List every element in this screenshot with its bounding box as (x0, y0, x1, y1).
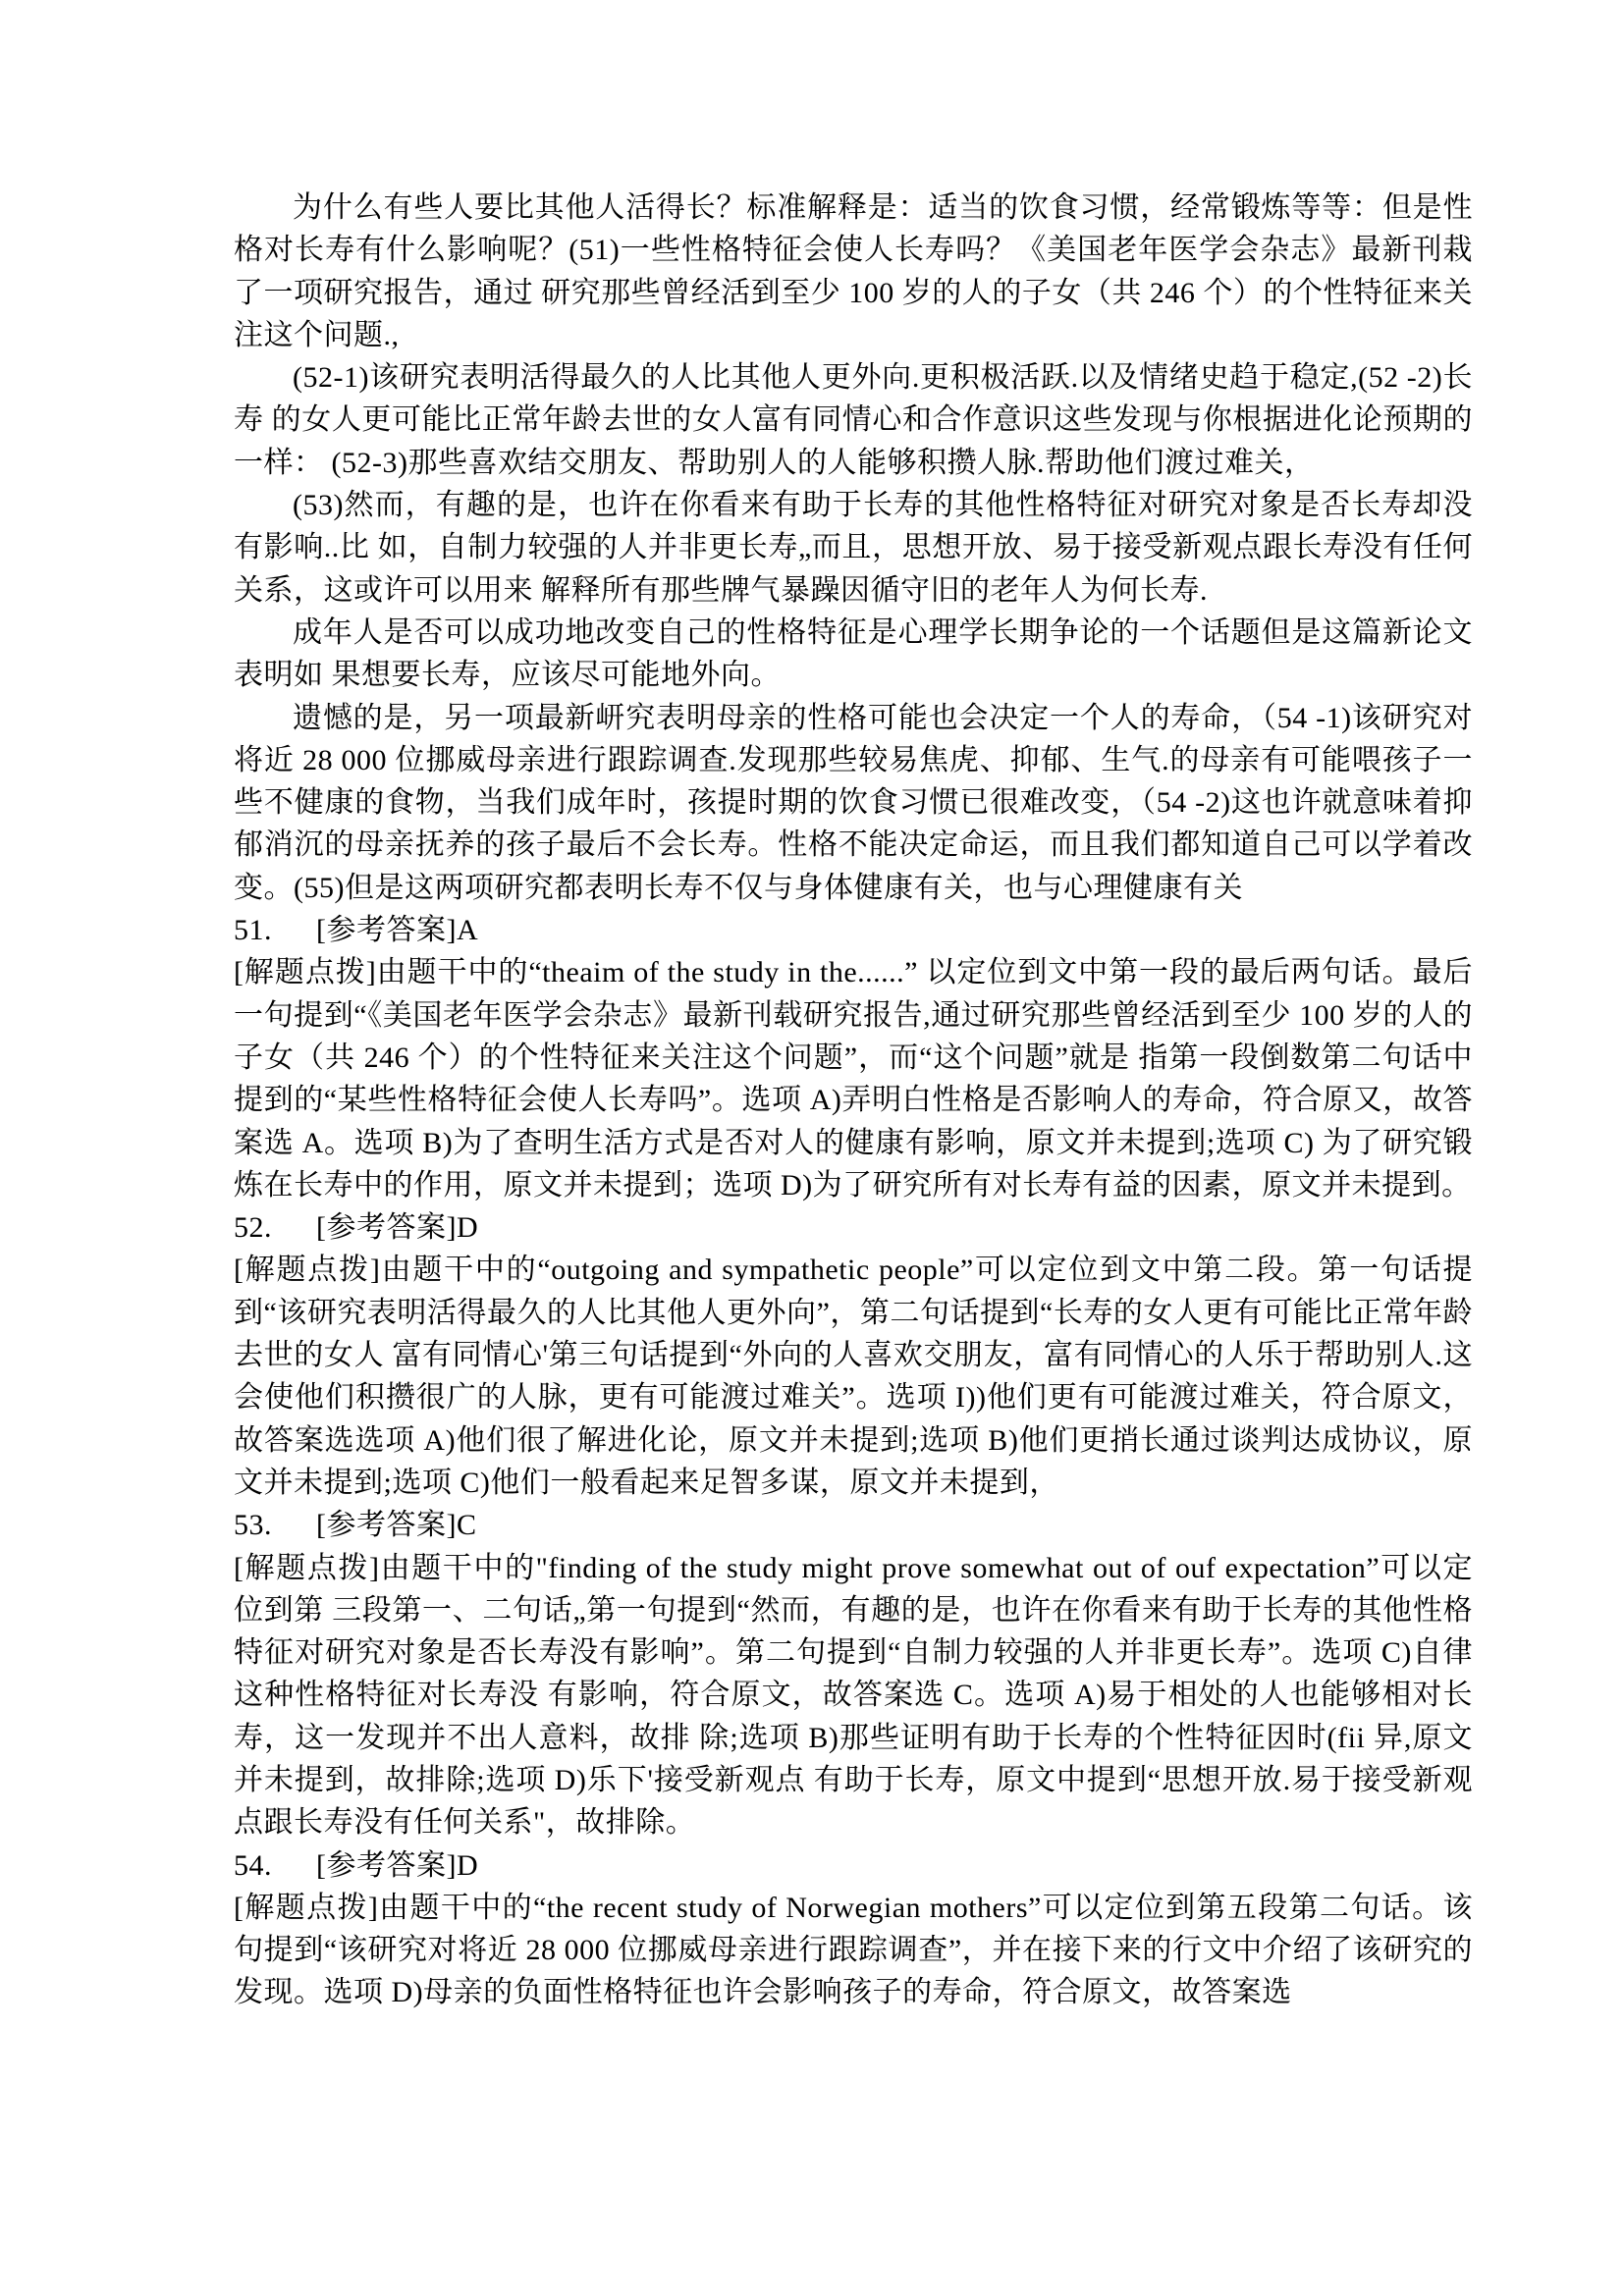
document-body (234, 187, 1473, 2014)
paragraph-52-findings: (52-1)该研究表明活得最久的人比其他人更外向.更积极活跃.以及情绪史趋于稳定,(52 -2)长寿 的女人更可能比正常年龄去世的女人富有同情心和合作意识这些发现与你根据进化论预期的一样： (52-3)那些喜欢结交朋友、帮助别人的人能够积攒人脉.帮助他们渡过难关， (234, 361, 1473, 479)
answer-52-number: 52. (234, 1211, 272, 1245)
answer-54-explanation: [解题点拨]由题干中的“the recent study of Norwegian mothers”可以定位到第五段第二句话。该句提到“该研究对将近 28 000 位挪威母亲进行跟踪调查”，并在接下来的行文中介绍了该研究的发现。选项 D)母亲的负面性格特征也许会影响孩子的寿命，符合原文，故答案选 (234, 1891, 1473, 2009)
answer-51-number: 51. (234, 914, 272, 947)
answer-53-line (234, 1504, 1473, 1546)
answer-52-label: [参考答案]D (316, 1211, 479, 1245)
answer-54-line (234, 1844, 1473, 1887)
answer-52-line (234, 1206, 1473, 1249)
answer-53-label: [参考答案]C (316, 1509, 477, 1542)
answer-54-label: [参考答案]D (316, 1848, 479, 1882)
answer-53-number: 53. (234, 1509, 272, 1542)
answer-54-number: 54. (234, 1848, 272, 1882)
intro-paragraph: 为什么有些人要比其他人活得长？标准解释是：适当的饮食习惯，经常锻炼等等：但是性格对长寿有什么影响呢？(51)一些性格特征会使人长寿吗？《美国老年医学会杂志》最新刊栽了一项研究报告，通过 研究那些曾经活到至少 100 岁的人的子女（共 246 个）的个性特征来关注这个问题., (234, 191, 1473, 351)
paragraph-norwegian-mothers: 遗憾的是，另一项最新岍究表明母亲的性格可能也会决定一个人的寿命，（54 -1)该研究对将近 28 000 位挪威母亲进行跟踪调查.发现那些较易焦虎、抑郁、生气.的母亲有可能喂孩子一些不健康的食物，当我们成年时，孩提时期的饮食习惯已很难改变，（54 -2)这也许就意味着抑郁消沉的母亲抚养的孩子最后不会长寿。性格不能决定命运，而且我们都知道自己可以学着改变。(55)但是这两项研究都表明长寿不仅与身体健康有关，也与心理健康有关 (234, 701, 1473, 904)
answer-51-label: [参考答案]A (316, 914, 479, 947)
paragraph-53-however: (53)然而，有趣的是，也许在你看来有助于长寿的其他性格特征对研究对象是否长寿却没有影响..比 如，自制力较强的人并非更长寿„而且，思想开放、易于接受新观点跟长寿没有任何关系，这或许可以用来 解释所有那些牌气暴躁因循守旧的老年人为何长寿. (234, 489, 1473, 607)
answer-51-explanation: [解题点拨]由题干中的“theaim of the study in the......” 以定位到文中第一段的最后两句话。最后一句提到“《美国老年医学会杂志》最新刊载研究报告,通过研究那些曾经活到至少 100 岁的人的子女（共 246 个）的个性特征来关注这个问题”，而“这个问题”就是 指第一段倒数第二句话中提到的“某些性格特征会使人长寿吗”。选项 A)弄明白性格是否影响人的寿命，符合原又，故答案选 A。选项 B)为了查明生活方式是否对人的健康有影响，原文并未提到;选项 C) 为了研究锻炼在长寿中的作用，原文并未提到；选项 D)为了研究所有对长寿有益的因素，原文并未提到。 (234, 956, 1473, 1201)
answer-52-explanation: [解题点拨]由题干中的“outgoing and sympathetic people”可以定位到文中第二段。第一句话提到“该研究表明活得最久的人比其他人更外向”，第二句话提到“长寿的女人更有可能比正常年龄去世的女人 富有同情心'第三句话提到“外向的人喜欢交朋友，富有同情心的人乐于帮助别人.这会使他们积攒很广的人脉，更有可能渡过难关”。选项 I))他们更有可能渡过难关，符合原文，故答案选选项 A)他们很了解进化论，原文并未提到;选项 B)他们更捎长通过谈判达成协议，原文并未提到;选项 C)他们一般看起来足智多谋，原文并未提到， (234, 1254, 1473, 1499)
answer-51-line (234, 909, 1473, 951)
answer-53-explanation: [解题点拨]由题干中的"finding of the study might prove somewhat out of ouf expectation”可以定位到第 三段第一、二句话„第一句提到“然而，有趣的是，也许在你看来有助于长寿的其他性格特征对研究对象是否长寿没有影响”。第二句提到“自制力较强的人并非更长寿”。选项 C)自律这种性格特征对长寿没 有影响，符合原文，故答案选 C。选项 A)易于相处的人也能够相对长寿，这一发现并不出人意料，故排 除;选项 B)那些证明有助于长寿的个性特征因时(fii 异,原文并未提到，故排除;选项 D)乐下'接受新观点 有助于长寿，原文中提到“思想开放.易于接受新观点跟长寿没有任何关系"，故排除。 (234, 1551, 1473, 1840)
paragraph-adults-change: 成年人是否可以成功地改变自己的性格特征是心理学长期争论的一个话题但是这篇新论文表明如 果想要长寿，应该尽可能地外向。 (234, 615, 1473, 692)
